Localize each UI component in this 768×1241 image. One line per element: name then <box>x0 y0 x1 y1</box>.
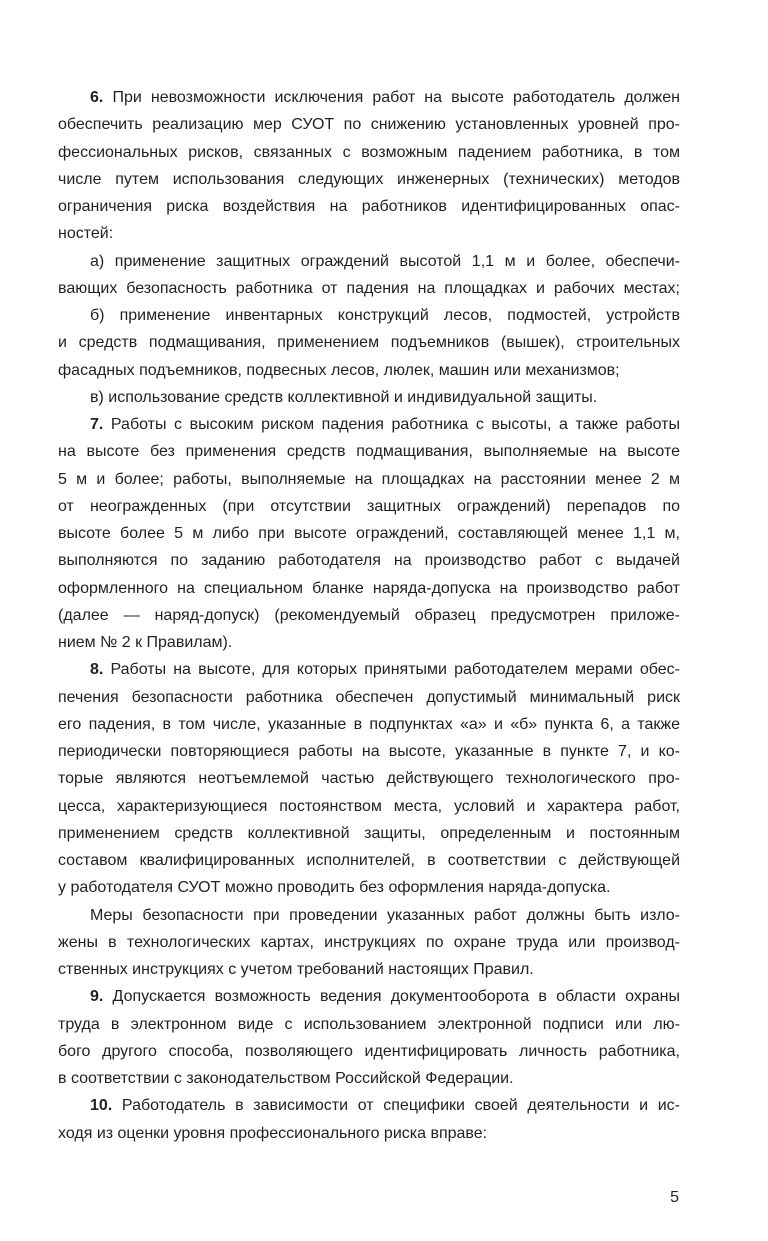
text-line: ходя из оценки уровня профессионального риска вправе: <box>58 1124 488 1142</box>
list-item-b <box>58 302 680 384</box>
clause-7 <box>58 411 680 656</box>
text-line: выполняются по заданию работодателя на производство работ с выдачей <box>58 552 680 570</box>
clause-number: 9. <box>90 988 104 1006</box>
text-line: обеспечить реализацию мер СУОТ по снижению установленных уровней про- <box>58 116 680 134</box>
text-line: б) применение инвентарных конструкций лесов, подмостей, устройств <box>90 307 680 324</box>
text-line <box>58 411 680 438</box>
text-line: в соответствии с законодательством Российской Федерации. <box>58 1070 514 1087</box>
text-line: от неогражденных (при отсутствии защитных ограждений) перепадов по <box>58 497 680 515</box>
clause-number: 8. <box>90 661 104 679</box>
text-line: Меры безопасности при проведении указанных работ должны быть изло- <box>90 906 680 924</box>
text-line: составом квалифицированных исполнителей, в соответствии с действующей <box>58 852 680 869</box>
text-line: и средств подмащивания, применением подъемников (вышек), строительных <box>58 334 680 352</box>
text-line: применением средств коллективной защиты, определенным и постоянным <box>58 824 680 842</box>
line-text: Работы с высоким риском падения работника с высоты, а также работы <box>110 416 680 433</box>
text-line: оформленного на специальном бланке наряда-допуска на производство работ <box>58 579 680 597</box>
clause-9 <box>58 983 680 1092</box>
text-line: фессиональных рисков, связанных с возможным падением работника, в том <box>58 143 680 161</box>
clause-number: 6. <box>90 89 104 106</box>
text-line: вающих безопасность работника от падения на площадках и рабочих местах; <box>58 279 680 297</box>
text-line: его падения, в том числе, указанные в подпунктах «а» и «б» пункта 6, а также <box>58 715 680 733</box>
text-line: высоте более 5 м либо при высоте ограждений, составляющей менее 1,1 м, <box>58 525 680 542</box>
text-line: периодически повторяющиеся работы на высоте, указанные в пункте 7, и ко- <box>58 743 680 760</box>
text-line: фасадных подъемников, подвесных лесов, люлек, машин или механизмов; <box>58 361 620 379</box>
text-line: торые являются неотъемлемой частью действующего технологического про- <box>58 770 680 788</box>
line-text: Допускается возможность ведения документооборота в области охраны <box>112 988 680 1006</box>
text-line: числе путем использования следующих инженерных (технических) методов <box>58 170 680 188</box>
text-line: 5 м и более; работы, выполняемые на площадках на расстоянии менее 2 м <box>58 470 680 488</box>
text-line: (далее — наряд-допуск) (рекомендуемый образец предусмотрен приложе- <box>58 606 680 624</box>
text-line: у работодателя СУОТ можно проводить без оформления наряда-допуска. <box>58 879 611 897</box>
body-text <box>58 84 680 1147</box>
text-line: бого другого способа, позволяющего идентифицировать личность работника, <box>58 1042 680 1060</box>
line-text: Работодатель в зависимости от специфики своей деятельности и ис- <box>121 1097 680 1115</box>
text-line: цесса, характеризующиеся постоянством места, условий и характера работ, <box>58 797 680 815</box>
text-line: жены в технологических картах, инструкциях по охране труда или производ- <box>58 933 680 951</box>
page-number: 5 <box>670 1189 679 1206</box>
text-line: на высоте без применения средств подмащивания, выполняемые на высоте <box>58 443 680 461</box>
list-item-a <box>58 248 680 303</box>
list-item-v <box>58 384 680 411</box>
text-line <box>58 656 680 683</box>
text-line <box>58 84 680 111</box>
text-line <box>58 1092 680 1119</box>
text-line: нием № 2 к Правилам). <box>58 634 233 651</box>
text-line: в) использование средств коллективной и индивидуальной защиты. <box>90 388 598 406</box>
line-text: При невозможности исключения работ на высоте работодатель должен <box>112 89 680 106</box>
clause-number: 7. <box>90 416 104 433</box>
clause-6 <box>58 84 680 248</box>
clause-8 <box>58 656 680 901</box>
text-line: ностей: <box>58 225 114 243</box>
clause-10 <box>58 1092 680 1147</box>
clause-number: 10. <box>90 1097 113 1115</box>
text-line: печения безопасности работника обеспечен допустимый минимальный риск <box>58 688 680 706</box>
safety-measures-paragraph <box>58 902 680 984</box>
line-text: Работы на высоте, для которых принятыми работодателем мерами обес- <box>110 661 680 679</box>
text-line <box>58 983 680 1010</box>
text-line: ственных инструкциях с учетом требований настоящих Правил. <box>58 961 534 978</box>
text-line: ограничения риска воздействия на работников идентифицированных опас- <box>58 198 680 215</box>
text-line: труда в электронном виде с использованием электронной подписи или лю- <box>58 1015 680 1033</box>
text-line: а) применение защитных ограждений высотой 1,1 м и более, обеспечи- <box>90 252 680 270</box>
